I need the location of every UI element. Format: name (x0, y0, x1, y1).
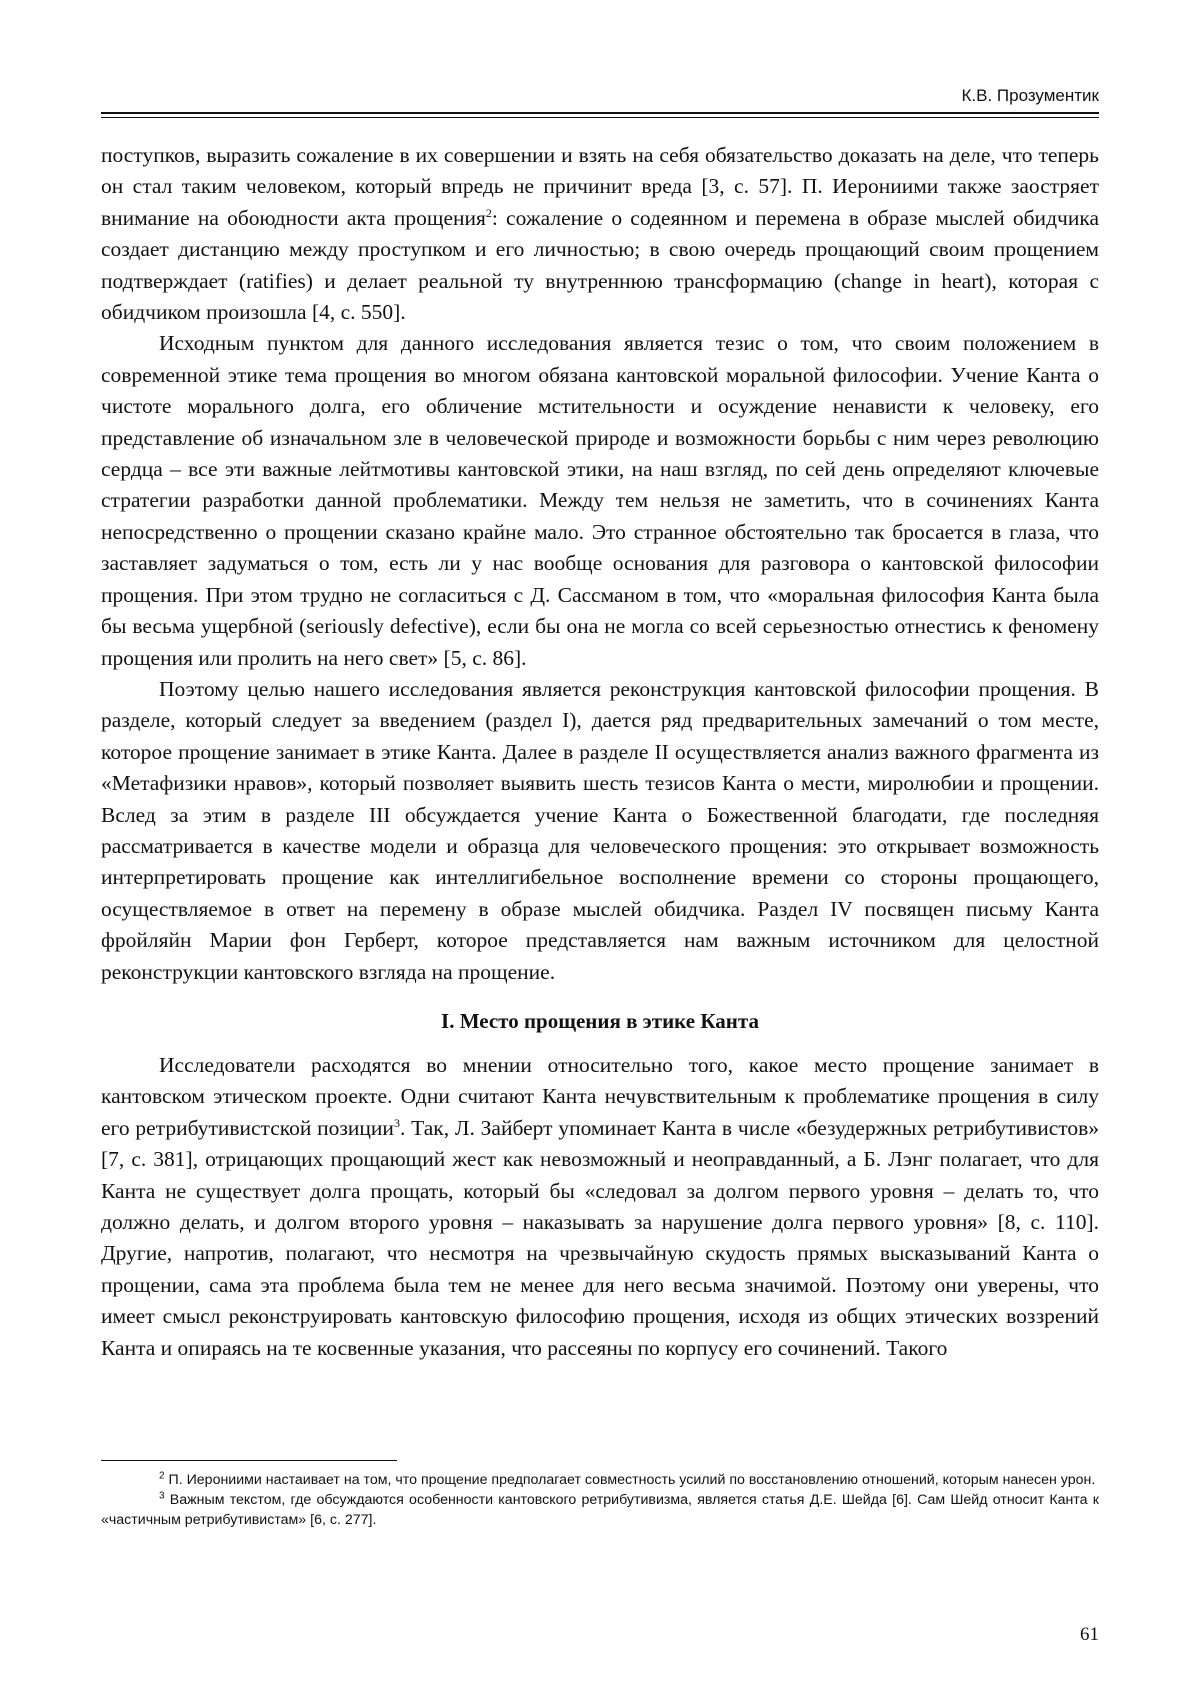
page-number: 61 (1080, 1624, 1099, 1645)
section-paragraph-text-b: . Так, Л. Зайберт упоминает Канта в числе «безудержных ретрибутивистов» [7, с. 381], отрицающих прощающий жест как невозможный и неоправданный, а Б. Лэнг полагает, что для Канта не существует долга прощать, который бы «следовал за долгом первого уровня – делать то, что должно делать, и долгом второго уровня – наказывать за нарушение долга первого уровня» [8, с. 110]. Другие, напротив, полагают, что несмотря на чрезвычайную скудость прямых высказываний Канта о прощении, сама эта проблема была тем не менее для него весьма значимой. Поэтому они уверены, что имеет смысл реконструировать кантовскую философию прощения, исходя из общих этических воззрений Канта и опираясь на те косвенные указания, что рассеяны по корпусу его сочинений. Такого (101, 1115, 1100, 1360)
footnote-3 (101, 1490, 1099, 1530)
header-rule-thin (101, 117, 1099, 118)
section-paragraph (101, 1050, 1099, 1364)
footnote-2-text: П. Иерониими настаивает на том, что прощение предполагает совместность усилий по восстановлению отношений, которым нанесен урон. (164, 1472, 1096, 1488)
paragraph-1-text-b: : сожаление о содеянном и перемена в образе мыслей обидчика создает дистанцию между проступком и его личностью; в свою очередь прощающий своим прощением подтверждает (ratifies) и делает реальной ту внутреннюю трансформацию (change in heart), которая с обидчиком произошла [4, с. 550]. (101, 205, 1099, 325)
footnotes (101, 1470, 1099, 1530)
paragraph-1-text-a: поступков, выразить сожаление в их совершении и взять на себя обязательство доказать на деле, что теперь он стал таким человеком, который впредь не причинит вреда [3, с. 57]. П. Иерониими также заостряет внимание на обоюдности акта прощения (101, 143, 1099, 230)
paragraph-1 (101, 140, 1099, 328)
footnote-ref-3[interactable]: 3 (393, 1115, 400, 1130)
footnote-2-number: 2 (159, 1470, 165, 1482)
paragraph-3: Поэтому целью нашего исследования является реконструкция кантовской философии прощения. В разделе, который следует за введением (раздел I), дается ряд предварительных замечаний о том месте, которое прощение занимает в этике Канта. Далее в разделе II осуществляется анализ важного фрагмента из «Метафизики нравов», который позволяет выявить шесть тезисов Канта о мести, миролюбии и прощении. Вслед за этим в разделе III обсуждается учение Канта о Божественной благодати, где последняя рассматривается в качестве модели и образца для человеческого прощения: это открывает возможность интерпретировать прощение как интеллигибельное восполнение времени со стороны прощающего, осуществляемое в ответ на перемену в образе мыслей обидчика. Раздел IV посвящен письму Канта фройляйн Марии фон Герберт, которое представляется нам важным источником для целостной реконструкции кантовского взгляда на прощение. (101, 676, 1099, 984)
footnote-separator (101, 1460, 397, 1461)
footnote-3-number: 3 (159, 1490, 165, 1502)
body-text (101, 140, 1099, 1364)
footnote-ref-2[interactable]: 2 (485, 205, 492, 220)
paragraph-2: Исходным пунктом для данного исследования является тезис о том, что своим положением в современной этике тема прощения во многом обязана кантовской моральной философии. Учение Канта о чистоте морального долга, его обличение мстительности и осуждение ненависти к человеку, его представление об изначальном зле в человеческой природе и возможности борьбы с ним через революцию сердца – все эти важные лейтмотивы кантовской этики, на наш взгляд, по сей день определяют ключевые стратегии разработки данной проблематики. Между тем нельзя не заметить, что в сочинениях Канта непосредственно о прощении сказано крайне мало. Это странное обстоятельно так бросается в глаза, что заставляет задуматься о том, есть ли у нас вообще основания для разговора о кантовской философии прощения. При этом трудно не согласиться с Д. Сассманом в том, что «моральная философия Канта была бы весьма ущербной (seriously defective), если бы она не могла со всей серьезностью отнестись к феномену прощения или пролить на него свет» [5, с. 86]. (101, 331, 1099, 670)
footnote-3-text: Важным текстом, где обсуждаются особенности кантовского ретрибутивизма, является статья Д.Е. Шейда [6]. Сам Шейд относит Канта к «частичным ретрибутивистам» [6, с. 277]. (101, 1492, 1099, 1528)
header-rule-thick (101, 112, 1099, 114)
section-title: I. Место прощения в этике Канта (441, 1008, 759, 1033)
section-paragraph-text-a: Исследователи расходятся во мнении относительно того, какое место прощение занимает в кантовском этическом проекте. Одни считают Канта нечувствительным к проблематике прощения в силу его ретрибутивистской позиции (101, 1052, 1099, 1140)
running-header (101, 86, 1099, 112)
footnote-2 (101, 1470, 1099, 1490)
header-author: К.В. Прозументик (961, 86, 1099, 105)
